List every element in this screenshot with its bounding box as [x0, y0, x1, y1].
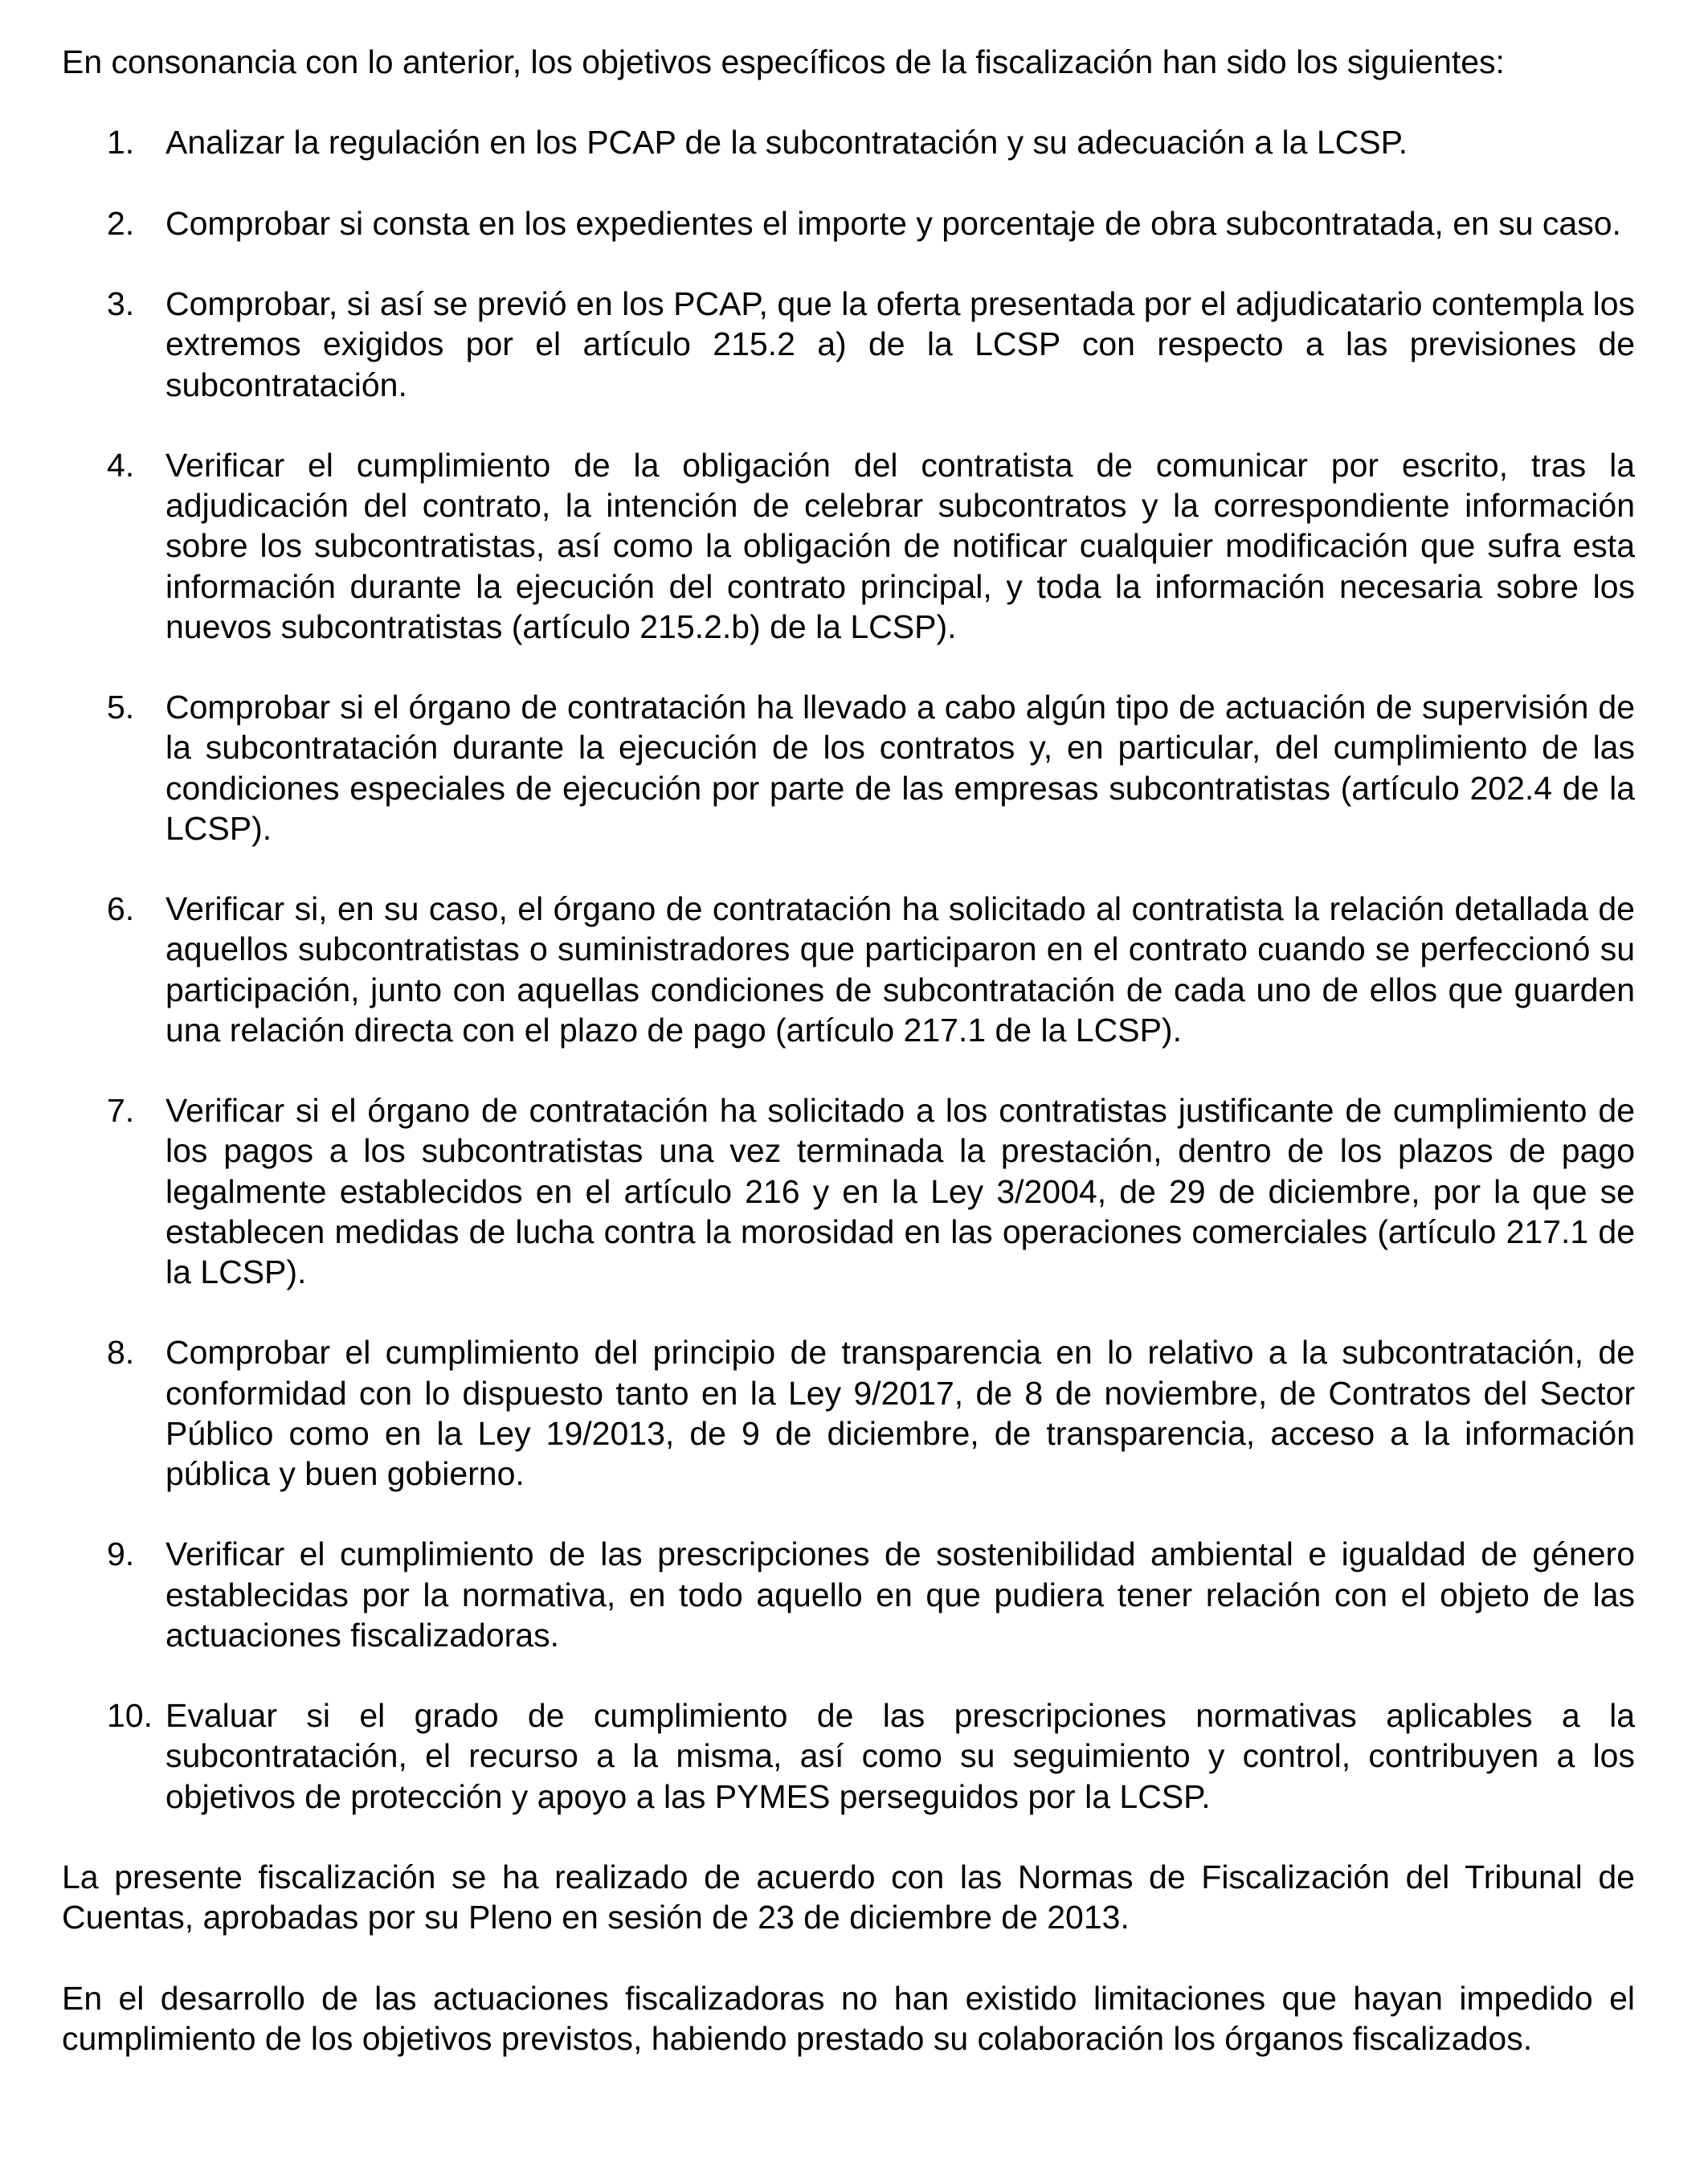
item-text: Verificar el cumplimiento de las prescripciones de sostenibilidad ambiental e igualdad de género establecidas por la normativa, en todo aquello en que pudiera tener relación con el objeto de las actuaciones fiscalizadoras.: [165, 1535, 1635, 1654]
item-number: 8.: [107, 1334, 135, 1372]
item-number: 2.: [107, 204, 135, 242]
objective-item: [62, 445, 1635, 647]
objective-item: [62, 1534, 1635, 1655]
objective-item: [62, 122, 1635, 162]
objective-item: [62, 203, 1635, 243]
item-number: 4.: [107, 446, 135, 484]
item-number: 9.: [107, 1535, 135, 1573]
closing-paragraph: La presente fiscalización se ha realizado de acuerdo con las Normas de Fiscalización del Tribunal de Cuentas, aprobadas por su Pleno en sesión de 23 de diciembre de 2013.: [62, 1858, 1635, 1936]
item-number: 1.: [107, 124, 135, 162]
item-text: Verificar si el órgano de contratación ha solicitado a los contratistas justificante de cumplimiento de los pagos a los subcontratistas una vez terminada la prestación, dentro de los plazos de pago legalmente establecidos en el artículo 216 y en la Ley 3/2004, de 29 de diciembre, por la que se establecen medidas de lucha contra la morosidad en las operaciones comerciales (artículo 217.1 de la LCSP).: [165, 1092, 1635, 1290]
objective-item: [62, 1090, 1635, 1292]
item-number: 3.: [107, 285, 135, 323]
item-text: Evaluar si el grado de cumplimiento de las prescripciones normativas aplicables a la subcontratación, el recurso a la misma, así como su seguimiento y control, contribuyen a los objetivos de protección y apoyo a las PYMES perseguidos por la LCSP.: [165, 1697, 1635, 1815]
item-text: Verificar el cumplimiento de la obligación del contratista de comunicar por escrito, tras la adjudicación del contrato, la intención de celebrar subcontratos y la correspondiente información sobre los subcontratistas, así como la obligación de notificar cualquier modificación que sufra esta información durante la ejecución del contrato principal, y toda la información necesaria sobre los nuevos subcontratistas (artículo 215.2.b) de la LCSP).: [165, 446, 1635, 645]
objective-item: [62, 1695, 1635, 1817]
item-text: Verificar si, en su caso, el órgano de contratación ha solicitado al contratista la relación detallada de aquellos subcontratistas o suministradores que participaron en el contrato cuando se perfeccionó su participación, junto con aquellas condiciones de subcontratación de cada uno de ellos que guarden una relación directa con el plazo de pago (artículo 217.1 de la LCSP).: [165, 890, 1635, 1049]
item-number: 10.: [107, 1697, 153, 1735]
item-number: 7.: [107, 1092, 135, 1130]
item-text: Comprobar, si así se previó en los PCAP, que la oferta presentada por el adjudicatario contempla los extremos exigidos por el artículo 215.2 a) de la LCSP con respecto a las previsiones de subcontratación.: [165, 285, 1635, 403]
item-text: Analizar la regulación en los PCAP de la subcontratación y su adecuación a la LCSP.: [165, 124, 1408, 162]
item-number: 6.: [107, 890, 135, 928]
item-number: 5.: [107, 689, 135, 726]
objective-item: [62, 889, 1635, 1050]
intro-paragraph: En consonancia con lo anterior, los objetivos específicos de la fiscalización han sido los siguientes:: [62, 43, 1505, 80]
objectives-list: [62, 122, 1635, 1816]
objective-item: [62, 687, 1635, 848]
item-text: Comprobar si el órgano de contratación ha llevado a cabo algún tipo de actuación de supervisión de la subcontratación durante la ejecución de los contratos y, en particular, del cumplimiento de las condiciones especiales de ejecución por parte de las empresas subcontratistas (artículo 202.4 de la LCSP).: [165, 689, 1635, 847]
closing-paragraph: En el desarrollo de las actuaciones fiscalizadoras no han existido limitaciones que hayan impedido el cumplimiento de los objetivos previstos, habiendo prestado su colaboración los órganos fiscalizados.: [62, 1979, 1635, 2057]
item-text: Comprobar si consta en los expedientes el importe y porcentaje de obra subcontratada, en su caso.: [165, 204, 1621, 242]
objective-item: [62, 284, 1635, 405]
objective-item: [62, 1332, 1635, 1494]
item-text: Comprobar el cumplimiento del principio de transparencia en lo relativo a la subcontratación, de conformidad con lo dispuesto tanto en la Ley 9/2017, de 8 de noviembre, de Contratos del Sector Público como en la Ley 19/2013, de 9 de diciembre, de transparencia, acceso a la información pública y buen gobierno.: [165, 1334, 1635, 1492]
